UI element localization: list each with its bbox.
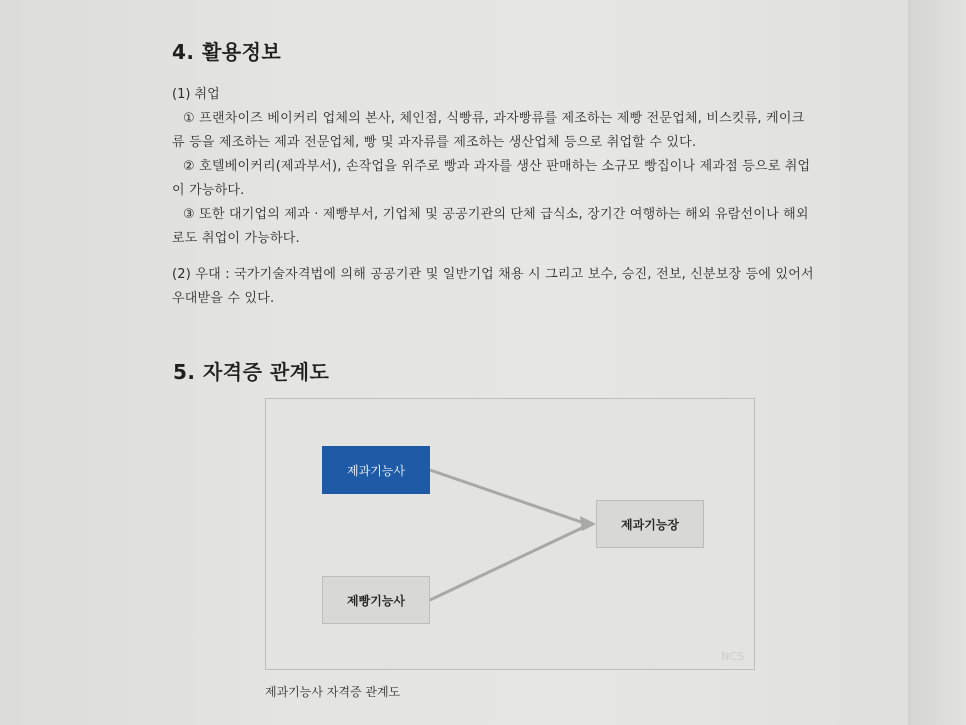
arrow-confectionery-to-master <box>430 470 584 523</box>
preference-line-1: (2) 우대 : 국가기술자격법에 의해 공공기관 및 일반기업 채용 시 그리고 보수, 승진, 전보, 신분보장 등에 있어서 <box>172 267 814 282</box>
employment-line-5: ③ 또한 대기업의 제과 · 제빵부서, 기업체 및 공공기관의 단체 급식소, 장기간 여행하는 해외 유람선이나 해외 <box>183 207 809 222</box>
arrowhead-icon <box>580 516 596 531</box>
diagram-watermark: NCS <box>721 650 744 663</box>
box-bread-craftsman: 제빵기능사 <box>322 576 430 624</box>
employment-line-2: 류 등을 제조하는 제과 전문업체, 빵 및 과자류를 제조하는 생산업체 등으로 취업할 수 있다. <box>172 135 697 150</box>
box-confectionery-master: 제과기능장 <box>596 500 704 548</box>
employment-title: (1) 취업 <box>172 87 220 102</box>
employment-line-6: 로도 취업이 가능하다. <box>172 231 300 246</box>
arrow-bread-to-master <box>430 527 584 600</box>
preference-line-2: 우대받을 수 있다. <box>172 291 275 306</box>
diagram-caption: 제과기능사 자격증 관계도 <box>265 685 401 699</box>
employment-line-4: 이 가능하다. <box>172 183 245 198</box>
page-edge <box>908 0 966 725</box>
certification-diagram <box>265 398 755 670</box>
employment-line-3: ② 호텔베이커리(제과부서), 손작업을 위주로 빵과 과자를 생산 판매하는 소규모 빵집이나 제과점 등으로 취업 <box>183 159 811 174</box>
section5-heading: 5. 자격증 관계도 <box>173 360 330 384</box>
employment-line-1: ① 프랜차이즈 베이커리 업체의 본사, 체인점, 식빵류, 과자빵류를 제조하는 제빵 전문업체, 비스킷류, 케이크 <box>183 111 805 126</box>
box-confectionery-craftsman: 제과기능사 <box>322 446 430 494</box>
section4-heading: 4. 활용정보 <box>172 40 282 64</box>
